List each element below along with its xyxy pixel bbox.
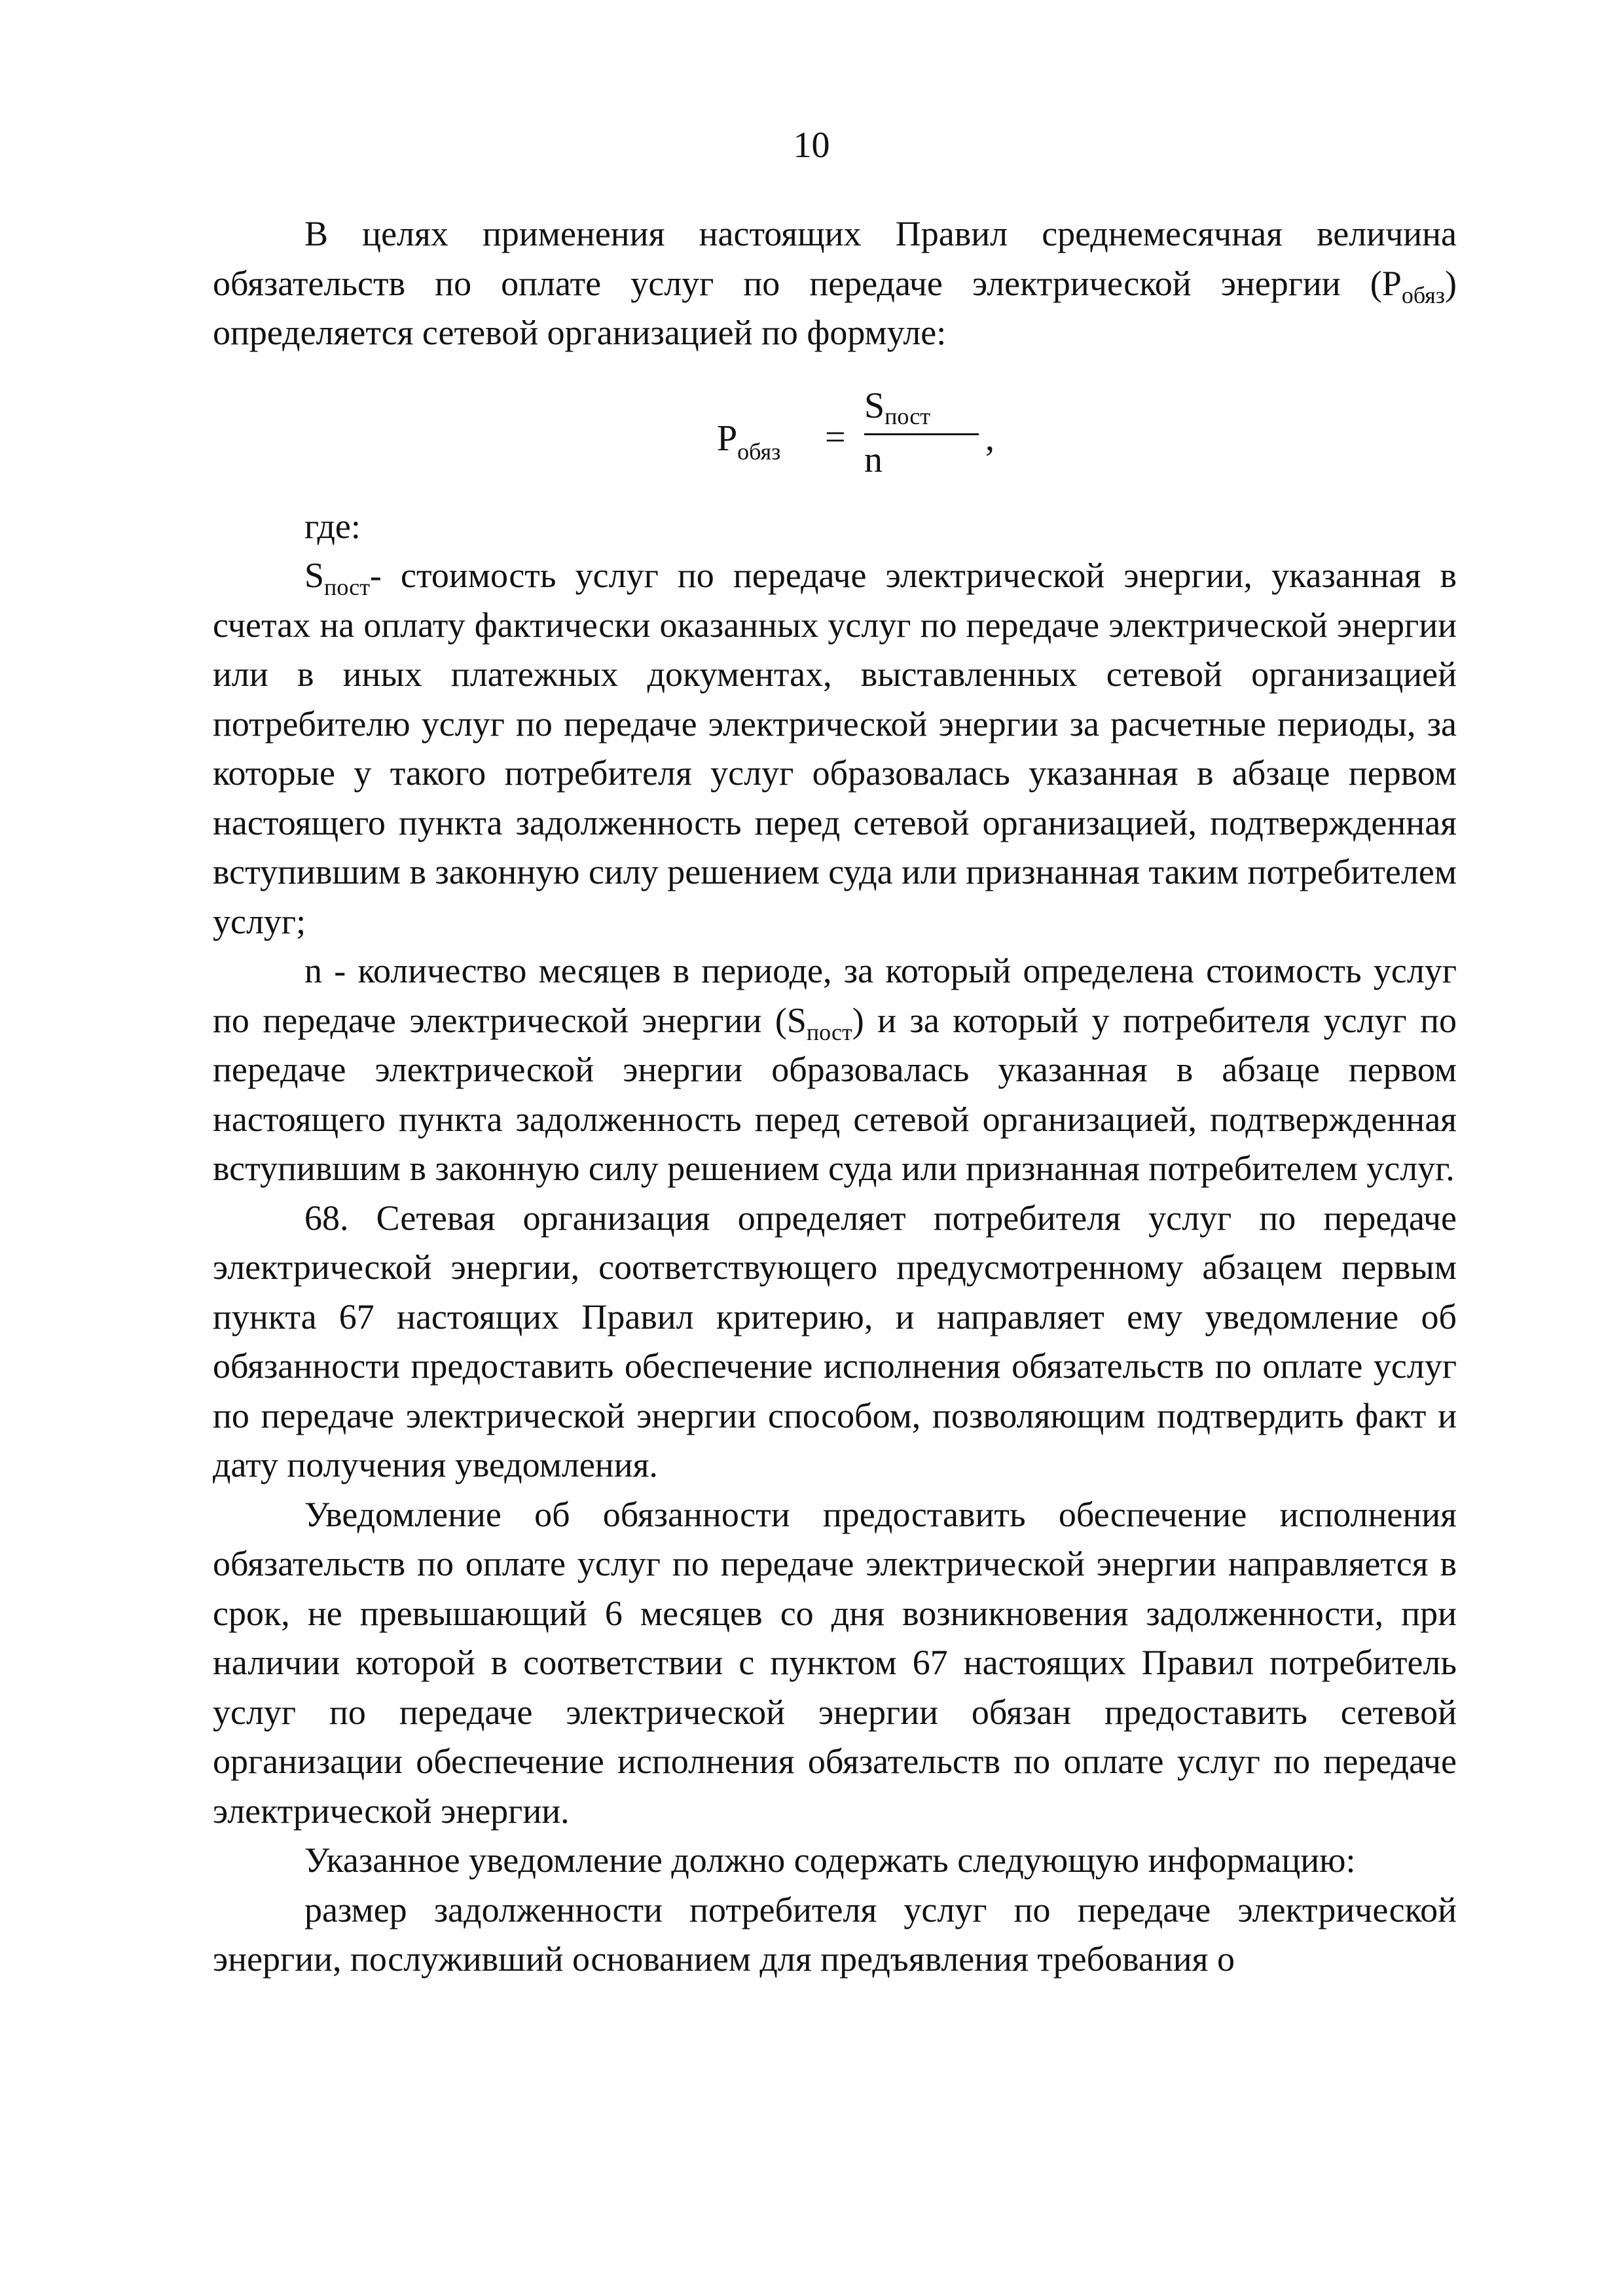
- paragraph-content: Указанное уведомление должно содержать следующую информацию:: [304, 1840, 1356, 1880]
- definition-s: [213, 551, 1457, 946]
- formula-numerator-subscript: пост: [884, 403, 931, 429]
- definition-n-text-end: ) и за который у потребителя услуг по передаче электрической энергии образовалась указанная в абзаце первом настоящего пункта задолженность перед сетевой организацией, подтвержденная вступившим в законную силу решением суда или признанная потребителем услуг.: [213, 1000, 1457, 1188]
- formula-comma: ,: [985, 418, 994, 459]
- fraction-bar: [864, 433, 979, 435]
- paragraph-debt: размер задолженности потребителя услуг по передаче электрической энергии, послуживший основанием для предъявления требования о: [213, 1890, 1457, 1979]
- document-body: [213, 209, 1457, 1984]
- paragraph-notice: Уведомление об обязанности предоставить обеспечение исполнения обязательств по оплате услуг по передаче электрической энергии направляется в срок, не превышающий 6 месяцев со дня возникновения задолженности, при наличии которой в соответствии с пунктом 67 настоящих Правил потребитель услуг по передаче электрической энергии обязан предоставить сетевой организации обеспечение исполнения обязательств по оплате услуг по передаче электрической энергии.: [213, 1494, 1457, 1831]
- formula-numerator: $S_{пост}$: [864, 385, 931, 429]
- definition-n: [213, 946, 1457, 1194]
- definition-s-symbol: S: [304, 556, 325, 595]
- definition-s-text: - стоимость услуг по передаче электрической энергии, указанная в счетах на оплату фактически оказанных услуг по передаче электрической энергии или в иных платежных документах, выставленных сетевой организацией потребителю услуг по передаче электрической энергии за расчетные периоды, за которые у такого потребителя услуг образовалась указанная в абзаце первом настоящего пункта задолженность перед сетевой организацией, подтвержденная вступившим в законную силу решением суда или признанная таким потребителем услуг;: [213, 556, 1457, 941]
- formula-equals: =: [825, 416, 846, 457]
- intro-text: В целях применения настоящих Правил среднемесячная величина обязательств по оплате услуг по передаче электрической энергии (Р: [213, 214, 1457, 303]
- paragraph-68: 68. Сетевая организация определяет потребителя услуг по передаче электрической энергии, соответствующего предусмотренному абзацем первым пункта 67 настоящих Правил критерию, и направляет ему уведомление об обязанности предоставить обеспечение исполнения обязательств по оплате услуг по передаче электрической энергии способом, позволяющим подтвердить факт и дату получения уведомления.: [213, 1198, 1457, 1484]
- intro-text-end: ) определяется сетевой организацией по формуле:: [213, 263, 1457, 352]
- formula-fraction: [864, 387, 979, 478]
- definition-n-text: n - количество месяцев в периоде, за который определена стоимость услуг по передаче электрической энергии (S: [213, 951, 1457, 1040]
- formula-lhs-subscript: обяз: [737, 438, 781, 465]
- definition-n-subscript: пост: [806, 1018, 852, 1045]
- intro-subscript: обяз: [1401, 281, 1446, 308]
- intro-paragraph: [213, 209, 1457, 358]
- formula-lhs: $Р_{обяз}$: [717, 418, 781, 465]
- definition-s-subscript: пост: [324, 574, 370, 600]
- page-number: 10: [793, 125, 830, 166]
- formula-denominator: n: [864, 439, 883, 480]
- formula: [213, 358, 1457, 502]
- where-label: где:: [304, 506, 361, 546]
